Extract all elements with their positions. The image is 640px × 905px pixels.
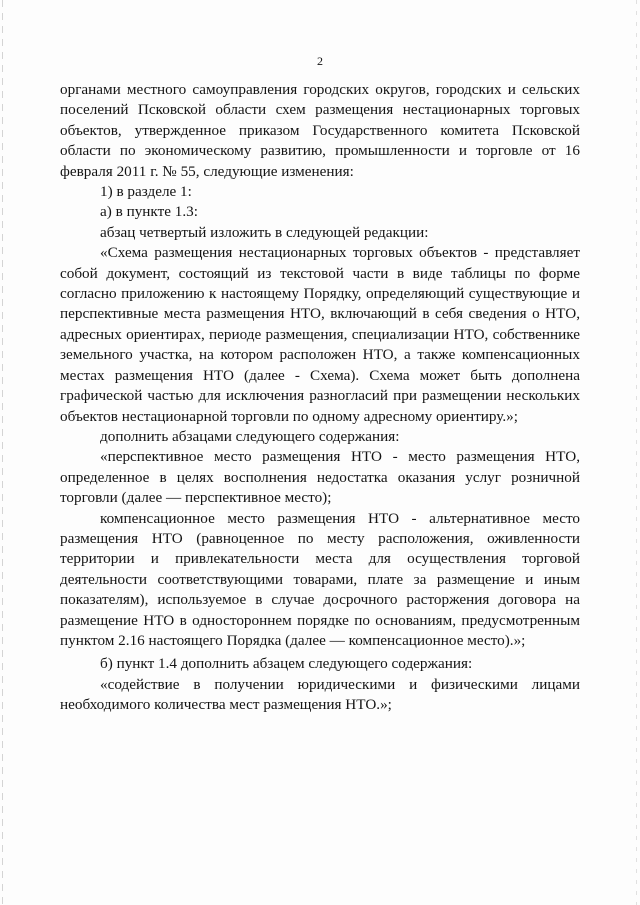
scan-edge-right <box>636 0 637 905</box>
paragraph-intro-continuation: органами местного самоуправления городских округов, городских и сельских поселений Псковской области схем размещения нестационарных торговых объектов, утвержденное приказом Государственного комитета Псковской области по экономическому развитию, промышленности и торговле от 16 февраля 2011 г. № 55, следующие изменения: <box>60 81 580 180</box>
paragraph-section-1: 1) в разделе 1: <box>100 183 192 201</box>
paragraph-assistance: «содействие в получении юридическими и физическими лицами необходимого количества мест размещения НТО.»; <box>60 675 580 714</box>
paragraph-compensation-place: компенсационное место размещения НТО - альтернативное место размещения НТО (равноценное по месту расположения, оживленности территории и привлекательности места для осуществления торговой деятельности соответствующими товарами, плате за размещение и иным показателям), используемое в случае досрочного расторжения договора на размещение НТО в одностороннем порядке по основаниям, предусмотренным пунктом 2.16 настоящего Порядка (далее — компенсационное место).»; <box>60 509 580 649</box>
paragraph-point-1-4: б) пункт 1.4 дополнить абзацем следующего содержания: <box>100 655 473 673</box>
paragraph-point-1-3: а) в пункте 1.3: <box>100 203 198 221</box>
page-number: 2 <box>317 54 323 68</box>
document-body <box>60 80 580 716</box>
scan-edge-left <box>2 0 3 905</box>
paragraph-fourth-abzac-instruction: абзац четвертый изложить в следующей редакции: <box>100 223 429 241</box>
paragraph-perspective-place: «перспективное место размещения НТО - место размещения НТО, определенное в целях восполнения недостатка оказания услуг розничной торговли (далее — перспективное место); <box>60 448 580 507</box>
paragraph-add-abzacs-instruction: дополнить абзацами следующего содержания: <box>100 427 400 445</box>
paragraph-scheme-definition: «Схема размещения нестационарных торговых объектов - представляет собой документ, состоящий из текстовой части в виде таблицы по форме согласно приложению к настоящему Порядку, определяющий существующие и перспективные места размещения НТО, включающий в себя сведения о НТО, адресных ориентирах, периоде размещения, специализации НТО, собственнике земельного участка, на котором расположен НТО, а также компенсационных местах размещения НТО (далее - Схема). Схема может быть дополнена графической частью для исключения разногласий при размещении нескольких объектов нестационарной торговли по одному адресному ориентиру.»; <box>60 244 580 425</box>
